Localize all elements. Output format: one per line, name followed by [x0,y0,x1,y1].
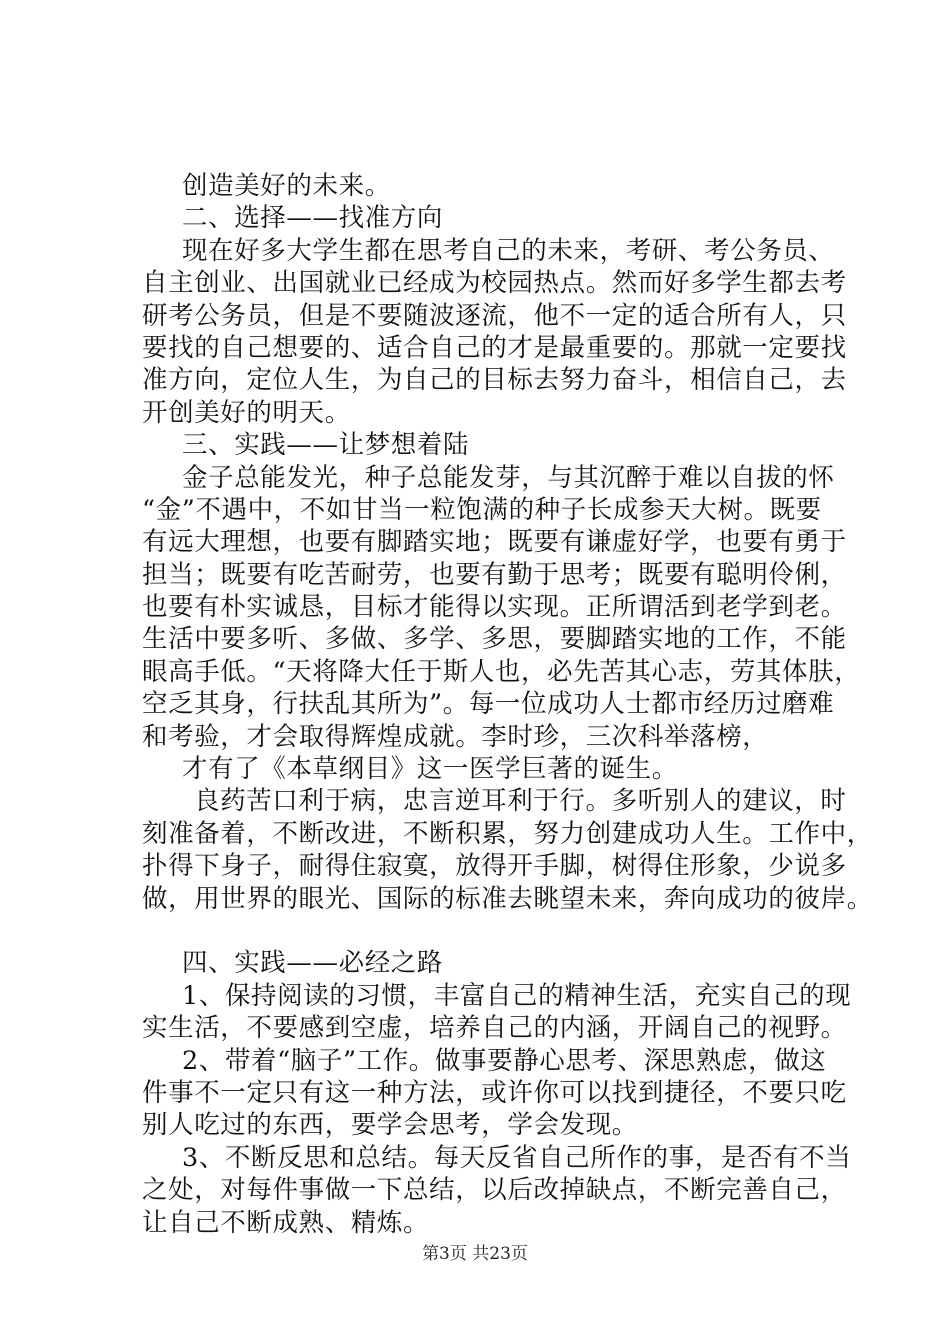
text-line: 三、实践——让梦想着陆 [182,430,470,461]
text-line: 金子总能发光，种子总能发芽，与其沉醉于难以自拔的怀 [182,462,835,493]
text-line: 现在好多大学生都在思考自己的未来，考研、考公务员、 [182,235,835,266]
text-line: 要找的自己想要的、适合自己的才是最重要的。那就一定要找 [142,332,847,363]
text-line: 自主创业、出国就业已经成为校园热点。然而好多学生都去考 [142,268,847,299]
paragraph [142,980,854,1045]
paragraph [142,170,854,202]
text-line: 也要有朴实诚恳，目标才能得以实现。正所谓活到老学到老。 [142,592,847,623]
page-number-footer: 第3页 共23页 [422,1244,528,1264]
text-line: 件事不一定只有这一种方法，或许你可以找到捷径，不要只吃 [142,1077,847,1108]
text-line: 二、选择——找准方向 [182,203,444,234]
paragraph [142,785,873,915]
text-line: 让自己不断成熟、精炼。 [142,1207,430,1238]
text-line: 眼高手低。“天将降大任于斯人也，必先苦其心志，劳其体肤， [142,656,861,687]
paragraph [142,1045,854,1142]
paragraph [142,1142,854,1239]
text-line: 空乏其身，行扶乱其所为”。每一位成功人士都市经历过磨难 [142,689,835,720]
text-line: 研考公务员，但是不要随波逐流，他不一定的适合所有人，只 [142,300,847,331]
text-line: 开创美好的明天。 [142,397,351,428]
text-line: 3、不断反思和总结。每天反省自己所作的事，是否有不当 [182,1142,852,1173]
section-heading [142,202,854,234]
text-line: 准方向，定位人生，为自己的目标去努力奋斗，相信自己，去 [142,365,847,396]
text-line: 1、保持阅读的习惯，丰富自己的精神生活，充实自己的现 [182,980,852,1011]
text-line: 实生活，不要感到空虚，培养自己的内涵，开阔自己的视野。 [142,1013,847,1044]
paragraph [142,462,861,754]
text-line: 刻准备着，不断改进，不断积累，努力创建成功人生。工作中， [142,818,873,849]
paragraph [142,753,854,785]
section-heading [142,947,854,979]
paragraph [142,235,854,429]
section-heading [142,429,854,461]
text-line: 2、带着“脑子”工作。做事要静心思考、深思熟虑，做这 [182,1045,827,1076]
text-line: 扑得下身子，耐得住寂寞，放得开手脚，树得住形象，少说多 [142,851,847,882]
text-line: 和考验，才会取得辉煌成就。李时珍，三次科举落榜， [142,721,769,752]
text-line: 才有了《本草纲目》这一医学巨著的诞生。 [182,754,678,785]
text-line: 四、实践——必经之路 [182,948,444,979]
text-line: 担当；既要有吃苦耐劳，也要有勤于思考；既要有聪明伶俐， [142,559,847,590]
text-line: 创造美好的未来。 [182,171,391,201]
text-line: 生活中要多听、多做、多学、多思，要脚踏实地的工作，不能 [142,624,847,655]
blank-line [142,915,854,947]
text-line: 做，用世界的眼光、国际的标准去眺望未来，奔向成功的彼岸。 [142,883,873,914]
text-line: 别人吃过的东西，要学会思考，学会发现。 [142,1110,638,1141]
text-line: 有远大理想，也要有脚踏实地；既要有谦虚好学，也要有勇于 [142,527,847,558]
text-line: 之处，对每件事做一下总结，以后改掉缺点，不断完善自己， [142,1175,847,1206]
text-line: 良药苦口利于病，忠言逆耳利于行。多听别人的建议，时 [194,786,847,817]
document-body [142,170,873,1239]
text-line: “金”不遇中，不如甘当一粒饱满的种子长成参天大树。既要 [142,494,822,525]
